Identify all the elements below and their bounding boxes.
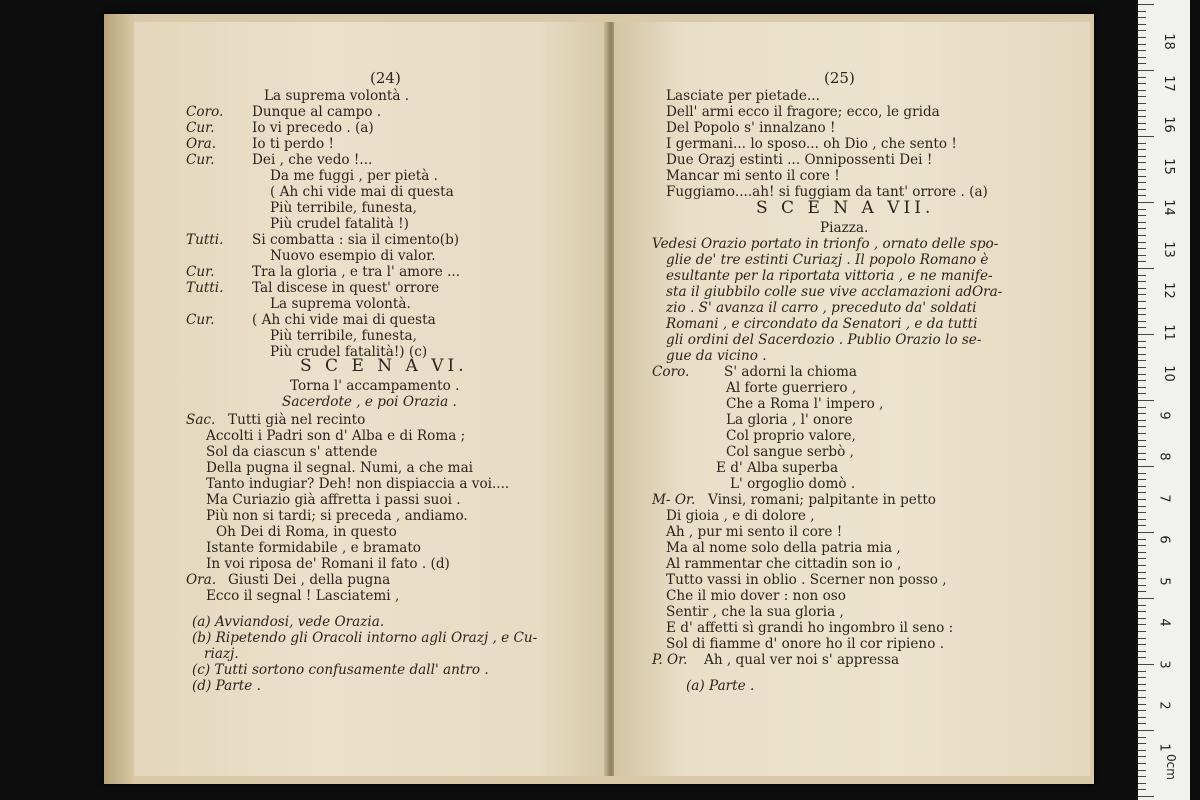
open-book <box>104 14 1094 784</box>
ruler-tick <box>1138 440 1146 441</box>
verse-line: Più crudel fatalità!) (c) <box>270 344 428 360</box>
ruler-tick <box>1138 717 1146 718</box>
ruler-tick <box>1138 334 1154 335</box>
ruler-number: 12 <box>1160 282 1176 299</box>
ruler-tick <box>1138 248 1146 249</box>
ruler-tick <box>1138 578 1146 579</box>
verse-line: Ah , qual ver noi s' appressa <box>704 652 900 668</box>
page-number: (24) <box>370 69 401 87</box>
verse-line: Nuovo esempio di valor. <box>270 248 436 264</box>
verse-line: Sol da ciascun s' attende <box>206 444 378 460</box>
ruler-tick <box>1138 30 1146 31</box>
ruler-tick <box>1138 433 1146 434</box>
stage-direction: Romani , e circondato da Senatori , e da tutti <box>666 316 978 332</box>
ruler-number: 3 <box>1156 659 1172 669</box>
verse-line: Più terribile, funesta, <box>270 200 417 216</box>
ruler-tick <box>1138 565 1146 566</box>
speaker-label: Cur. <box>186 264 215 280</box>
ruler-tick <box>1138 611 1146 612</box>
ruler-tick <box>1138 37 1146 38</box>
ruler-tick <box>1138 156 1146 157</box>
ruler-number: 14 <box>1160 199 1176 216</box>
ruler-tick <box>1138 473 1146 474</box>
ruler-tick <box>1138 70 1154 71</box>
ruler-tick <box>1138 255 1146 256</box>
verse-line: Più terribile, funesta, <box>270 328 417 344</box>
footnote: (b) Ripetendo gli Oracoli intorno agli Orazj , e Cu- <box>192 630 538 646</box>
scene-title: S C E N A VII. <box>756 198 935 218</box>
ruler-tick <box>1138 690 1146 691</box>
verse-line: I germani... lo sposo... oh Dio , che sento ! <box>666 136 957 152</box>
ruler-tick <box>1138 110 1146 111</box>
ruler-tick <box>1138 486 1146 487</box>
footnote: (d) Parte . <box>192 678 261 694</box>
speaker-label: Cur. <box>186 152 215 168</box>
verse-line: L' orgoglio domò . <box>730 476 856 492</box>
ruler-tick <box>1138 103 1146 104</box>
ruler-tick <box>1138 63 1146 64</box>
ruler-number: 5 <box>1156 576 1172 586</box>
ruler-tick <box>1138 539 1146 540</box>
ruler-tick <box>1138 288 1146 289</box>
ruler-number: 18 <box>1160 33 1176 50</box>
ruler-tick <box>1138 341 1146 342</box>
ruler-tick <box>1138 750 1146 751</box>
stage-direction: sta il giubbilo colle sue vive acclamazioni adOra- <box>666 284 1003 300</box>
ruler-tick <box>1138 275 1146 276</box>
speaker-label: Cur. <box>186 312 215 328</box>
ruler-tick <box>1138 710 1146 711</box>
verse-line: Del Popolo s' innalzano ! <box>666 120 836 136</box>
footnote: (a) Parte . <box>686 678 755 694</box>
verse-line: Tutto vassi in oblio . Scerner non posso , <box>666 572 947 588</box>
ruler-tick <box>1138 189 1146 190</box>
verse-line: Ma al nome solo della patria mia , <box>666 540 901 556</box>
ruler-tick <box>1138 651 1146 652</box>
ruler-tick <box>1138 624 1146 625</box>
book-edge <box>104 14 134 784</box>
verse-line: Oh Dei di Roma, in questo <box>216 524 397 540</box>
ruler-number: 11 <box>1160 323 1176 341</box>
ruler-number: 1 <box>1156 742 1172 752</box>
ruler-tick <box>1138 327 1146 328</box>
ruler-tick <box>1138 783 1146 784</box>
ruler-tick <box>1138 4 1154 5</box>
ruler-tick <box>1138 242 1146 243</box>
speaker-label: Sac. <box>186 412 216 428</box>
ruler-tick <box>1138 545 1146 546</box>
ruler-number: 7 <box>1156 493 1172 503</box>
verse-line: Io ti perdo ! <box>252 136 334 152</box>
ruler-tick <box>1138 525 1146 526</box>
ruler-tick <box>1138 393 1146 394</box>
verse-line: E d' Alba superba <box>716 460 839 476</box>
ruler-number: 6 <box>1156 535 1172 544</box>
ruler-tick <box>1138 697 1146 698</box>
verse-line: Tra la gloria , e tra l' amore ... <box>252 264 461 280</box>
ruler-tick <box>1138 591 1146 592</box>
ruler-tick <box>1138 492 1146 493</box>
scene-characters: Sacerdote , e poi Orazia . <box>282 394 457 410</box>
speaker-label: P. Or. <box>652 652 688 668</box>
stage-direction: zio . S' avanza il carro , preceduto da' soldati <box>666 300 977 316</box>
ruler-tick <box>1138 420 1146 421</box>
ruler-tick <box>1138 618 1146 619</box>
ruler-tick <box>1138 638 1146 639</box>
stage-direction: esultante per la riportata vittoria , e ne manife- <box>666 268 993 284</box>
ruler-tick <box>1138 360 1146 361</box>
verse-line: Al rammentar che cittadin son io , <box>666 556 902 572</box>
ruler-tick <box>1138 228 1146 229</box>
verse-line: Che a Roma l' impero , <box>726 396 884 412</box>
verse-line: Della pugna il segnal. Numi, a che mai <box>206 460 474 476</box>
ruler-tick <box>1138 136 1154 137</box>
verse-line: La suprema volontà . <box>264 88 410 104</box>
verse-line: Istante formidabile , e bramato <box>206 540 421 556</box>
verse-line: Ecco il segnal ! Lasciatemi , <box>206 588 400 604</box>
stage-direction: glie de' tre estinti Curiazj . Il popolo Romano è <box>666 252 989 268</box>
footnote: riazj. <box>204 646 239 662</box>
ruler-number: 9 <box>1156 410 1172 420</box>
ruler-tick <box>1138 671 1146 672</box>
footnote: (c) Tutti sortono confusamente dall' antro . <box>192 662 489 678</box>
speaker-label: Coro. <box>186 104 224 120</box>
ruler-tick <box>1138 657 1146 658</box>
ruler-tick <box>1138 116 1146 117</box>
stage-direction: gli ordini del Sacerdozio . Publio Orazio lo se- <box>666 332 982 348</box>
ruler-number: 17 <box>1160 74 1176 92</box>
ruler-tick <box>1138 387 1146 388</box>
ruler-number: 13 <box>1160 240 1176 258</box>
verse-line: S' adorni la chioma <box>724 364 857 380</box>
ruler-tick <box>1138 347 1146 348</box>
ruler-tick <box>1138 756 1146 757</box>
ruler-tick <box>1138 407 1146 408</box>
verse-line: E d' affetti sì grandi ho ingombro il seno : <box>666 620 954 636</box>
ruler-unit: 0cm <box>1163 754 1178 780</box>
page-number: (25) <box>824 69 855 87</box>
verse-line: Che il mio dover : non oso <box>666 588 846 604</box>
speaker-label: Cur. <box>186 120 215 136</box>
ruler-tick <box>1138 17 1146 18</box>
verse-line: Col sangue serbò , <box>726 444 854 460</box>
ruler-number: 8 <box>1156 452 1172 461</box>
ruler-tick <box>1138 281 1146 282</box>
ruler-tick <box>1138 83 1146 84</box>
speaker-label: M- Or. <box>652 492 696 508</box>
ruler-number: 15 <box>1160 157 1176 175</box>
ruler-tick <box>1138 367 1146 368</box>
verse-line: ( Ah chi vide mai di questa <box>252 312 436 328</box>
ruler-tick <box>1138 644 1146 645</box>
ruler-tick <box>1138 44 1146 45</box>
ruler-tick <box>1138 459 1146 460</box>
verse-line: Fuggiamo....ah! si fuggiam da tant' orrore . (a) <box>666 184 988 200</box>
ruler-tick <box>1138 789 1146 790</box>
speaker-label: Coro. <box>652 364 690 380</box>
verse-line: Più crudel fatalità !) <box>270 216 409 232</box>
verse-line: Vinsi, romani; palpitante in petto <box>708 492 936 508</box>
ruler-tick <box>1138 631 1146 632</box>
ruler-tick <box>1138 506 1146 507</box>
verse-line: Sol di fiamme d' onore ho il cor ripieno . <box>666 636 945 652</box>
verse-line: Tal discese in quest' orrore <box>252 280 440 296</box>
ruler-tick <box>1138 598 1154 599</box>
scene-setting: Piazza. <box>820 220 869 236</box>
verse-line: Io vi precedo . (a) <box>252 120 374 136</box>
ruler-tick <box>1138 499 1146 500</box>
ruler-tick <box>1138 776 1146 777</box>
ruler-tick <box>1138 684 1146 685</box>
ruler-tick <box>1138 90 1146 91</box>
ruler-number: 16 <box>1160 116 1176 133</box>
stage-direction: gue da vicino . <box>666 348 767 364</box>
ruler-tick <box>1138 743 1146 744</box>
verse-line: Mancar mi sento il core ! <box>666 168 840 184</box>
verse-line: Si combatta : sia il cimento(b) <box>252 232 460 248</box>
ruler-tick <box>1138 704 1146 705</box>
ruler-tick <box>1138 512 1146 513</box>
ruler-tick <box>1138 11 1146 12</box>
ruler-number: 4 <box>1156 618 1172 627</box>
ruler-tick <box>1138 301 1146 302</box>
ruler-tick <box>1138 96 1146 97</box>
verse-line: Dunque al campo . <box>252 104 382 120</box>
left-page <box>134 22 612 776</box>
verse-line: ( Ah chi vide mai di questa <box>270 184 454 200</box>
ruler-tick <box>1138 222 1146 223</box>
ruler-tick <box>1138 374 1146 375</box>
stage-direction: Vedesi Orazio portato in trionfo , ornato delle spo- <box>652 236 999 252</box>
ruler-tick <box>1138 57 1146 58</box>
ruler-tick <box>1138 763 1146 764</box>
ruler-tick <box>1138 169 1146 170</box>
ruler-tick <box>1138 308 1146 309</box>
ruler-tick <box>1138 143 1146 144</box>
ruler-tick <box>1138 572 1146 573</box>
ruler-tick <box>1138 796 1154 797</box>
ruler-tick <box>1138 129 1146 130</box>
ruler-tick <box>1138 730 1154 731</box>
ruler-tick <box>1138 268 1154 269</box>
ruler-tick <box>1138 24 1146 25</box>
ruler-tick <box>1138 400 1154 401</box>
verse-line: Sentir , che la sua gloria , <box>666 604 844 620</box>
ruler-tick <box>1138 605 1146 606</box>
measuring-ruler <box>1138 0 1190 800</box>
ruler-number: 2 <box>1156 701 1172 710</box>
scene-title: S C E N A VI. <box>300 356 468 376</box>
ruler-tick <box>1138 162 1146 163</box>
speaker-label: Ora. <box>186 572 217 588</box>
speaker-label: Tutti. <box>186 280 224 296</box>
ruler-number: 10 <box>1160 365 1176 382</box>
ruler-tick <box>1138 123 1146 124</box>
ruler-tick <box>1138 195 1146 196</box>
ruler-tick <box>1138 261 1146 262</box>
verse-line: Dell' armi ecco il fragore; ecco, le grida <box>666 104 940 120</box>
speaker-label: Ora. <box>186 136 217 152</box>
ruler-tick <box>1138 354 1146 355</box>
verse-line: Ma Curiazio già affretta i passi suoi . <box>206 492 461 508</box>
verse-line: Accolti i Padri son d' Alba e di Roma ; <box>206 428 466 444</box>
ruler-tick <box>1138 314 1146 315</box>
ruler-tick <box>1138 202 1154 203</box>
ruler-tick <box>1138 453 1146 454</box>
ruler-tick <box>1138 677 1146 678</box>
ruler-tick <box>1138 479 1146 480</box>
verse-line: Di gioia , e di dolore , <box>666 508 815 524</box>
verse-line: Col proprio valore, <box>726 428 856 444</box>
ruler-tick <box>1138 380 1146 381</box>
ruler-tick <box>1138 182 1146 183</box>
ruler-tick <box>1138 321 1146 322</box>
ruler-tick <box>1138 770 1146 771</box>
ruler-tick <box>1138 426 1146 427</box>
scene-setting: Torna l' accampamento . <box>290 378 460 394</box>
ruler-tick <box>1138 215 1146 216</box>
ruler-tick <box>1138 558 1146 559</box>
ruler-tick <box>1138 446 1146 447</box>
verse-line: Tutti già nel recinto <box>228 412 366 428</box>
verse-line: Al forte guerriero , <box>726 380 857 396</box>
verse-line: Ah , pur mi sento il core ! <box>666 524 843 540</box>
verse-line: La gloria , l' onore <box>726 412 853 428</box>
ruler-tick <box>1138 77 1146 78</box>
speaker-label: Tutti. <box>186 232 224 248</box>
footnote: (a) Avviandosi, vede Orazia. <box>192 614 385 630</box>
ruler-tick <box>1138 176 1146 177</box>
verse-line: Da me fuggi , per pietà . <box>270 168 438 184</box>
ruler-tick <box>1138 235 1146 236</box>
ruler-tick <box>1138 519 1146 520</box>
ruler-tick <box>1138 413 1146 414</box>
ruler-tick <box>1138 294 1146 295</box>
ruler-tick <box>1138 585 1146 586</box>
ruler-tick <box>1138 664 1154 665</box>
verse-line: Dei , che vedo !... <box>252 152 373 168</box>
ruler-tick <box>1138 532 1154 533</box>
right-page <box>614 22 1090 776</box>
ruler-tick <box>1138 723 1146 724</box>
verse-line: Due Orazj estinti ... Onnipossenti Dei ! <box>666 152 933 168</box>
ruler-tick <box>1138 149 1146 150</box>
verse-line: Giusti Dei , della pugna <box>228 572 391 588</box>
verse-line: La suprema volontà. <box>270 296 411 312</box>
verse-line: Tanto indugiar? Deh! non dispiaccia a voi.... <box>206 476 510 492</box>
ruler-tick <box>1138 209 1146 210</box>
ruler-tick <box>1138 466 1154 467</box>
ruler-tick <box>1138 50 1146 51</box>
ruler-tick <box>1138 737 1146 738</box>
verse-line: Lasciate per pietade... <box>666 88 820 104</box>
verse-line: In voi riposa de' Romani il fato . (d) <box>206 556 450 572</box>
verse-line: Più non si tardi; si preceda , andiamo. <box>206 508 468 524</box>
ruler-tick <box>1138 552 1146 553</box>
